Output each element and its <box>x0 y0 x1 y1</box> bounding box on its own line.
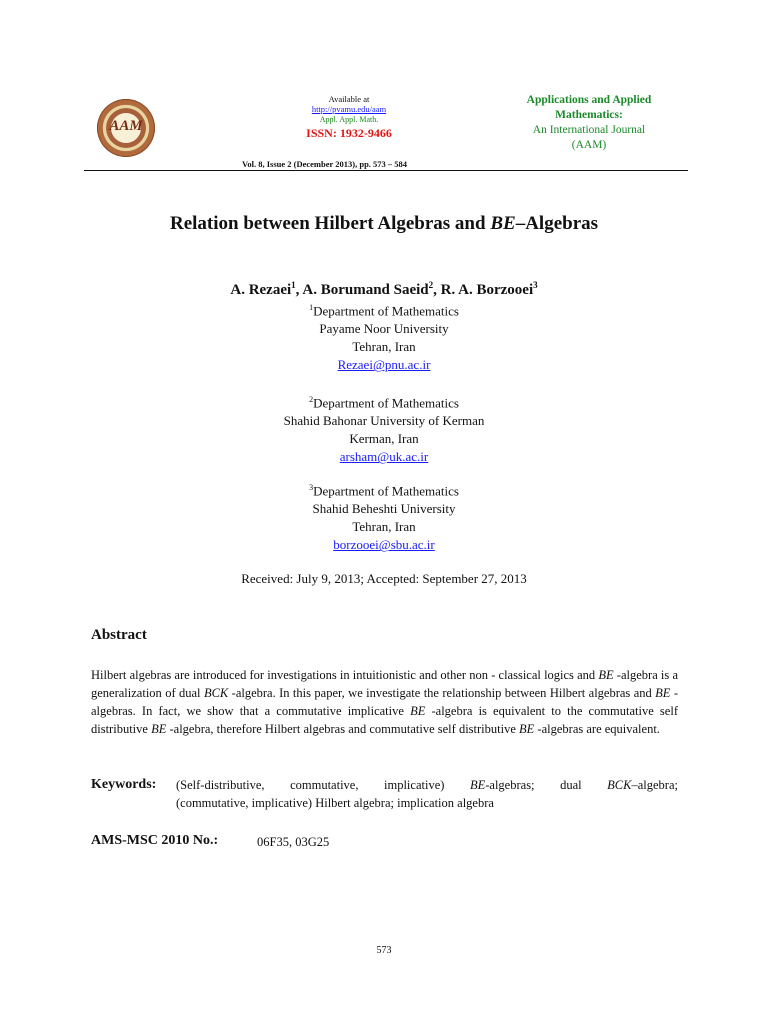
abstract-text: -algebra is equivalent to the commutative self distributive <box>91 704 678 736</box>
keywords-math: BE <box>469 778 486 792</box>
abstract-heading: Abstract <box>91 627 147 643</box>
affiliation-department: Department of Mathematics <box>313 303 459 319</box>
issn-number: ISSN: 1932-9466 <box>306 126 392 140</box>
author-email-link[interactable]: borzooei@sbu.ac.ir <box>333 537 435 553</box>
affiliation-sup: 3 <box>309 483 314 492</box>
keywords-text: -algebras; dual <box>485 778 608 792</box>
author-2-sup: 2 <box>428 280 434 290</box>
author-3: R. A. Borzooei <box>440 282 534 298</box>
affiliation-3 <box>0 479 768 554</box>
keywords-label: Keywords: <box>91 777 157 792</box>
author-2: A. Borumand Saeid <box>302 282 429 298</box>
journal-url-link[interactable]: http://pvamu.edu/aam <box>311 104 387 114</box>
keywords-line-2: (commutative, implicative) Hilbert algebra; implication algebra <box>176 796 494 810</box>
author-sep: , <box>433 282 441 298</box>
abstract-math: BCK <box>203 686 229 700</box>
author-3-sup: 3 <box>533 280 538 290</box>
journal-name-line4: (AAM) <box>571 139 607 151</box>
affiliation-sup: 1 <box>309 303 314 312</box>
page-number: 573 <box>376 945 392 956</box>
abstract-math: BE <box>410 704 426 718</box>
keywords-line-1 <box>176 778 678 793</box>
abstract-text: -algebra. In this paper, we investigate the relationship between Hilbert algebras and <box>228 686 656 700</box>
keywords-text: (Self-distributive, commutative, implicative) <box>176 778 470 792</box>
author-list <box>0 280 768 299</box>
affiliation-city: Tehran, Iran <box>352 519 416 535</box>
abstract-text: -algebras. In fact, we show that a commutative implicative <box>91 686 678 718</box>
abstract-math: BE <box>519 722 535 736</box>
affiliation-2 <box>0 391 768 466</box>
journal-abbreviation: Appl. Appl. Math. <box>319 115 379 124</box>
abstract-math: BE <box>598 668 614 682</box>
affiliation-city: Tehran, Iran <box>352 339 416 355</box>
affiliation-department: Department of Mathematics <box>313 483 459 499</box>
journal-logo <box>97 99 155 157</box>
author-email-link[interactable]: arsham@uk.ac.ir <box>339 449 429 465</box>
affiliation-city: Kerman, Iran <box>349 431 419 447</box>
journal-name-line2: Mathematics: <box>555 109 623 121</box>
journal-name <box>494 93 684 153</box>
author-email-link[interactable]: Rezaei@pnu.ac.ir <box>337 357 431 373</box>
volume-issue-pages: Vol. 8, Issue 2 (December 2013), pp. 573 – 584 <box>242 159 408 169</box>
title-part: Relation between Hilbert Algebras and <box>169 213 491 234</box>
abstract-body <box>91 666 678 738</box>
author-1: A. Rezaei <box>230 282 292 298</box>
affiliation-university: Shahid Bahonar University of Kerman <box>283 413 485 429</box>
affiliation-1 <box>0 299 768 374</box>
title-italic-part: BE <box>490 213 516 234</box>
abstract-text: Hilbert algebras are introduced for investigations in intuitionistic and other non - classical logics and <box>91 668 599 682</box>
logo-monogram: AAM <box>109 118 143 134</box>
author-1-sup: 1 <box>291 280 296 290</box>
affiliation-department: Department of Mathematics <box>313 395 459 411</box>
abstract-text: -algebra is a generalization of dual <box>91 668 679 700</box>
keywords-math: BCK <box>607 778 632 792</box>
journal-name-line3: An International Journal <box>532 124 646 136</box>
ams-msc-label: AMS-MSC 2010 No.: <box>91 833 219 848</box>
affiliation-university: Shahid Beheshti University <box>312 501 456 517</box>
abstract-math: BE <box>655 686 671 700</box>
received-accepted-dates: Received: July 9, 2013; Accepted: September 27, 2013 <box>241 571 527 586</box>
abstract-math: BE <box>151 722 167 736</box>
abstract-text: -algebras are equivalent. <box>534 722 660 736</box>
author-sep: , <box>295 282 303 298</box>
header-divider <box>84 170 688 171</box>
abstract-text: -algebra, therefore Hilbert algebras and commutative self distributive <box>166 722 520 736</box>
journal-name-line1: Applications and Applied <box>526 94 652 106</box>
paper-title <box>0 213 768 235</box>
keywords-text: –algebra; <box>631 778 678 792</box>
affiliation-university: Payame Noor University <box>319 321 449 337</box>
title-part-end: –Algebras <box>515 213 599 234</box>
available-at-label: Available at <box>328 94 370 104</box>
affiliation-sup: 2 <box>309 395 314 404</box>
ams-msc-codes: 06F35, 03G25 <box>257 835 330 849</box>
